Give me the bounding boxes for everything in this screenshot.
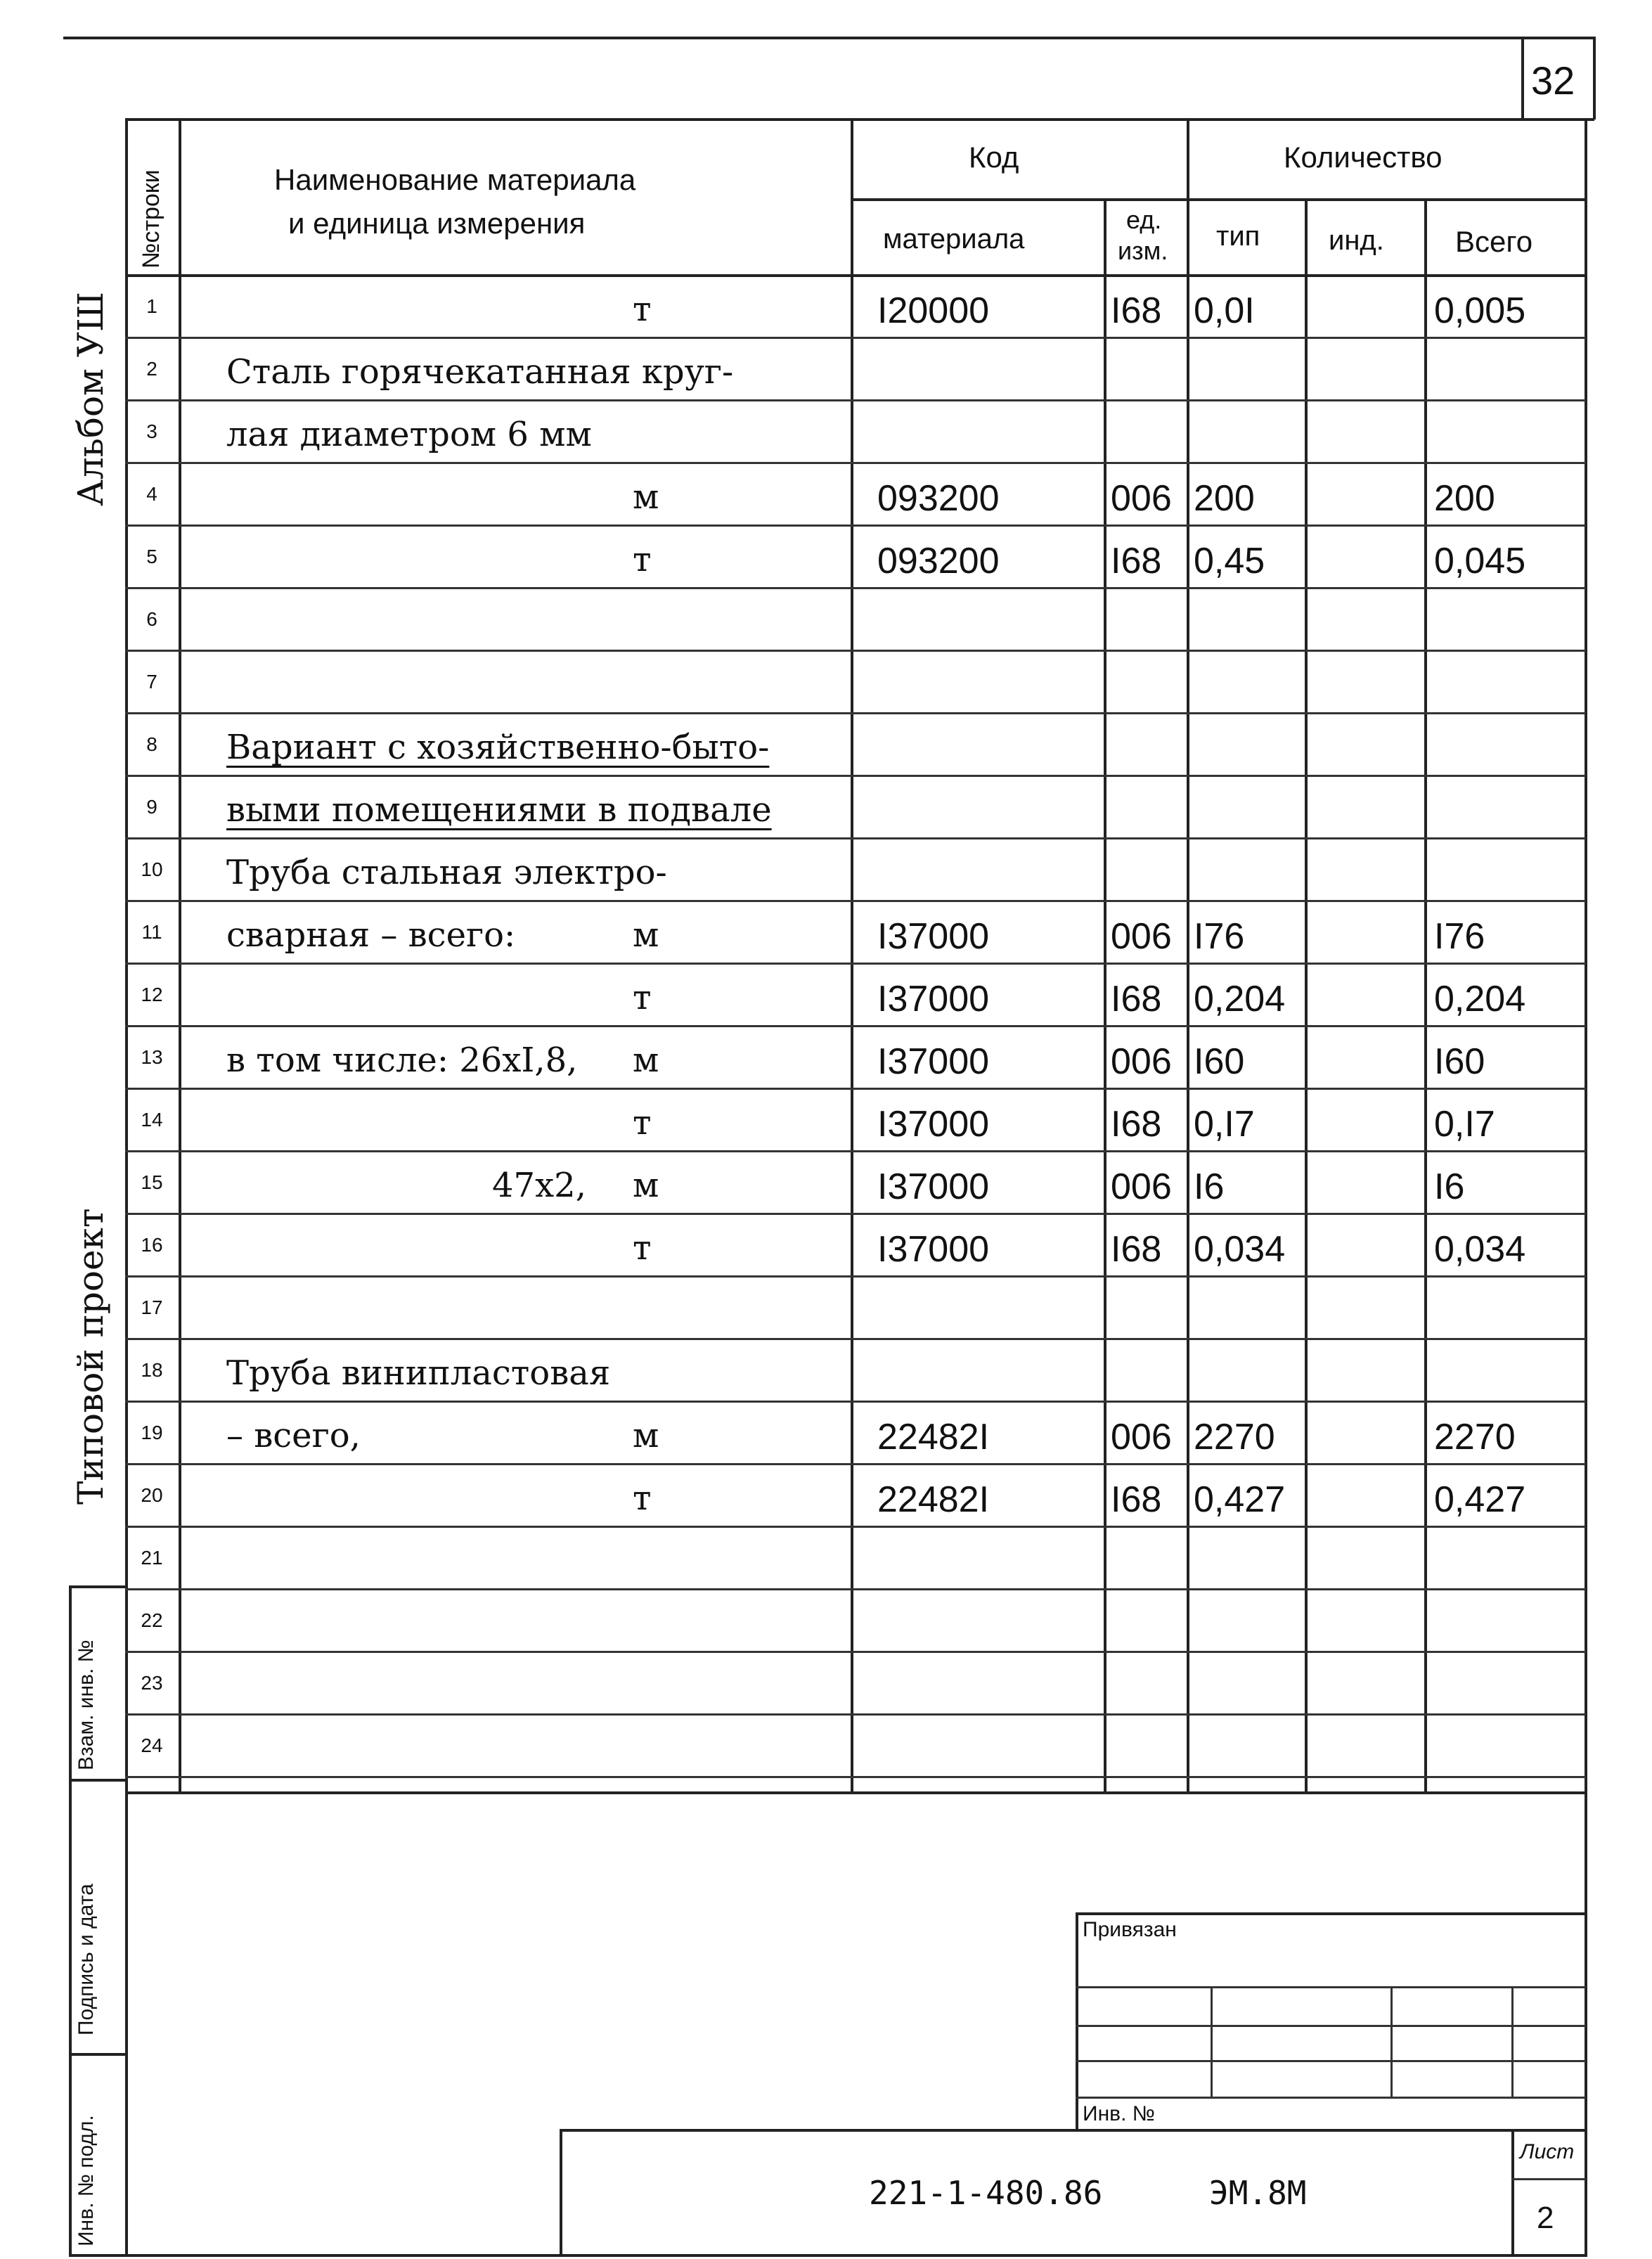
row-unit: I68 bbox=[1111, 541, 1162, 581]
row-number: 24 bbox=[141, 1735, 163, 1756]
col-divider-ind bbox=[1424, 198, 1427, 1791]
header-row-number: №строки bbox=[138, 169, 164, 269]
row-divider bbox=[125, 963, 1586, 965]
row-code: I37000 bbox=[877, 1229, 990, 1270]
row-code: I37000 bbox=[877, 916, 990, 957]
title-block-sheet-line bbox=[1511, 2178, 1586, 2180]
row-name: 47х2, bbox=[492, 1166, 586, 1205]
row-total: 0,034 bbox=[1434, 1229, 1526, 1270]
row-total: 200 bbox=[1434, 478, 1495, 519]
table-top-border bbox=[125, 118, 1594, 121]
side-stamp-top bbox=[69, 1585, 127, 1588]
row-unit: 006 bbox=[1111, 1041, 1172, 1082]
col-divider-unit bbox=[1187, 118, 1189, 1791]
header-unit-line2: изм. bbox=[1118, 236, 1168, 265]
row-total: 0,427 bbox=[1434, 1479, 1526, 1520]
stamp-attached-label: Привязан bbox=[1083, 1918, 1177, 1941]
row-divider bbox=[125, 775, 1586, 777]
stamp-line4 bbox=[1076, 2097, 1586, 2099]
row-name: т bbox=[633, 1479, 652, 1518]
row-number: 7 bbox=[146, 671, 157, 693]
row-type: 0,45 bbox=[1194, 541, 1265, 581]
row-total: 0,204 bbox=[1434, 979, 1526, 1019]
row-divider bbox=[125, 1275, 1586, 1277]
sheet-label: Лист bbox=[1520, 2140, 1575, 2163]
row-divider bbox=[125, 587, 1586, 589]
row-number: 9 bbox=[146, 796, 157, 818]
row-type: 200 bbox=[1194, 478, 1255, 519]
header-bottom-border bbox=[125, 274, 1586, 277]
row-number: 21 bbox=[141, 1547, 163, 1569]
bottom-block-top bbox=[125, 1791, 1586, 1794]
row-total: I76 bbox=[1434, 916, 1485, 957]
row-divider bbox=[125, 337, 1586, 339]
row-name: Труба стальная электро- bbox=[226, 853, 667, 892]
row-divider bbox=[125, 1588, 1586, 1590]
inv-replace-label: Взам. инв. № bbox=[75, 1640, 98, 1770]
row-number: 12 bbox=[141, 984, 163, 1005]
album-label: Альбом УШ bbox=[70, 291, 111, 506]
row-code: I37000 bbox=[877, 1104, 990, 1145]
row-code: 093200 bbox=[877, 478, 1000, 519]
row-type: I60 bbox=[1194, 1041, 1245, 1082]
header-total: Всего bbox=[1455, 225, 1533, 258]
stamp-line1 bbox=[1076, 1986, 1586, 1988]
row-name-unit: м bbox=[633, 915, 659, 955]
row-type: 0,204 bbox=[1194, 979, 1286, 1019]
row-total: 0,005 bbox=[1434, 290, 1526, 331]
row-total: 2270 bbox=[1434, 1417, 1516, 1457]
col-divider-name bbox=[851, 118, 853, 1791]
row-number: 5 bbox=[146, 546, 157, 567]
row-divider bbox=[125, 1651, 1586, 1653]
row-name: т bbox=[633, 290, 652, 329]
row-unit: 006 bbox=[1111, 916, 1172, 957]
row-number: 13 bbox=[141, 1046, 163, 1068]
header-subdivider bbox=[851, 198, 1586, 201]
row-divider bbox=[125, 650, 1586, 652]
row-name: выми помещениями в подвале bbox=[226, 790, 772, 830]
row-name-unit: м bbox=[633, 1416, 659, 1455]
row-name: в том числе: 26хI,8, bbox=[226, 1041, 578, 1080]
header-ind: инд. bbox=[1329, 225, 1384, 256]
row-divider bbox=[125, 1526, 1586, 1528]
page-number-box-left bbox=[1521, 37, 1524, 120]
row-number: 19 bbox=[141, 1422, 163, 1443]
col-divider-rownum bbox=[179, 118, 181, 1791]
row-divider bbox=[125, 900, 1586, 902]
document-code: 221-1-480.86 bbox=[869, 2174, 1103, 2212]
row-total: I60 bbox=[1434, 1041, 1485, 1082]
title-block-sheet-divider bbox=[1511, 2129, 1514, 2257]
row-name: т bbox=[633, 978, 652, 1017]
row-code: 093200 bbox=[877, 541, 1000, 581]
document-mark: ЭМ.8М bbox=[1209, 2174, 1307, 2212]
top-rule bbox=[63, 37, 1596, 39]
col-divider-type bbox=[1305, 198, 1308, 1791]
row-divider bbox=[125, 1401, 1586, 1403]
side-stamp-div1 bbox=[69, 1779, 127, 1782]
row-divider bbox=[125, 1150, 1586, 1152]
row-name: Труба винипластовая bbox=[226, 1353, 611, 1393]
row-type: 0,0I bbox=[1194, 290, 1255, 331]
col-divider-code bbox=[1104, 198, 1106, 1791]
row-code: I20000 bbox=[877, 290, 990, 331]
row-number: 14 bbox=[141, 1109, 163, 1131]
header-type: тип bbox=[1216, 221, 1260, 252]
row-divider bbox=[125, 1713, 1586, 1716]
table-right-border bbox=[1585, 118, 1587, 2257]
stamp-col1 bbox=[1211, 1986, 1213, 2097]
stamp-attached-top bbox=[1076, 1912, 1586, 1915]
stamp-col2 bbox=[1390, 1986, 1393, 2097]
row-divider bbox=[125, 1025, 1586, 1027]
row-divider bbox=[125, 462, 1586, 464]
row-unit: I68 bbox=[1111, 1229, 1162, 1270]
row-type: 0,I7 bbox=[1194, 1104, 1255, 1145]
row-type: 0,034 bbox=[1194, 1229, 1286, 1270]
header-name-line2: и единица измерения bbox=[288, 207, 586, 240]
row-type: 0,427 bbox=[1194, 1479, 1286, 1520]
title-block-top bbox=[560, 2129, 1586, 2132]
stamp-line2 bbox=[1076, 2025, 1586, 2027]
row-divider bbox=[125, 712, 1586, 714]
row-divider bbox=[125, 837, 1586, 839]
row-divider bbox=[125, 1213, 1586, 1215]
row-number: 6 bbox=[146, 608, 157, 630]
row-number: 22 bbox=[141, 1609, 163, 1631]
row-name: лая диаметром 6 мм bbox=[226, 415, 592, 454]
row-unit: 006 bbox=[1111, 1166, 1172, 1207]
row-code: I37000 bbox=[877, 979, 990, 1019]
row-name: т bbox=[633, 1103, 652, 1143]
row-type: 2270 bbox=[1194, 1417, 1275, 1457]
row-number: 17 bbox=[141, 1296, 163, 1318]
header-name-line1: Наименование материала bbox=[274, 163, 636, 196]
stamp-line3 bbox=[1076, 2060, 1586, 2062]
row-name: Вариант с хозяйственно-быто- bbox=[226, 728, 770, 767]
row-name: сварная – всего: bbox=[226, 915, 516, 955]
row-code: I37000 bbox=[877, 1166, 990, 1207]
page-number: 32 bbox=[1531, 58, 1575, 103]
header-code: Код bbox=[969, 141, 1019, 174]
row-number: 3 bbox=[146, 420, 157, 442]
row-unit: I68 bbox=[1111, 290, 1162, 331]
header-material: материала bbox=[883, 224, 1025, 255]
side-stamp-div2 bbox=[69, 2053, 127, 2056]
title-block-bottom bbox=[125, 2254, 1586, 2257]
row-name: – всего, bbox=[226, 1416, 361, 1455]
row-name: т bbox=[633, 540, 652, 579]
row-number: 1 bbox=[146, 295, 157, 317]
side-stamp-left bbox=[69, 1585, 72, 2257]
stamp-col3 bbox=[1511, 1986, 1514, 2097]
row-code: 22482I bbox=[877, 1479, 990, 1520]
row-total: 0,I7 bbox=[1434, 1104, 1495, 1145]
row-unit: 006 bbox=[1111, 1417, 1172, 1457]
row-name-unit: м bbox=[633, 1041, 659, 1080]
row-number: 2 bbox=[146, 358, 157, 380]
row-name: т bbox=[633, 1228, 652, 1268]
row-total: 0,045 bbox=[1434, 541, 1526, 581]
row-name: м bbox=[633, 477, 659, 517]
row-unit: 006 bbox=[1111, 478, 1172, 519]
row-type: I6 bbox=[1194, 1166, 1225, 1207]
row-code: I37000 bbox=[877, 1041, 990, 1082]
row-divider bbox=[125, 1338, 1586, 1340]
table-left-border bbox=[125, 118, 128, 2257]
row-number: 23 bbox=[141, 1672, 163, 1694]
row-unit: I68 bbox=[1111, 1479, 1162, 1520]
row-number: 4 bbox=[146, 483, 157, 505]
sheet-number: 2 bbox=[1537, 2201, 1554, 2235]
row-divider bbox=[125, 399, 1586, 401]
row-number: 20 bbox=[141, 1484, 163, 1506]
row-total: I6 bbox=[1434, 1166, 1465, 1207]
stamp-inv-label: Инв. № bbox=[1083, 2102, 1155, 2125]
row-divider bbox=[125, 1088, 1586, 1090]
row-number: 10 bbox=[141, 858, 163, 880]
row-name: Сталь горячекатанная круг- bbox=[226, 352, 734, 392]
row-type: I76 bbox=[1194, 916, 1245, 957]
row-number: 8 bbox=[146, 733, 157, 755]
page-number-box-right bbox=[1593, 37, 1596, 120]
row-divider bbox=[125, 1463, 1586, 1465]
row-number: 18 bbox=[141, 1359, 163, 1381]
row-number: 11 bbox=[141, 921, 162, 943]
row-number: 15 bbox=[141, 1171, 163, 1193]
row-unit: I68 bbox=[1111, 979, 1162, 1019]
row-divider bbox=[125, 1776, 1586, 1778]
row-name-unit: м bbox=[633, 1166, 659, 1205]
header-quantity: Количество bbox=[1284, 141, 1443, 174]
row-unit: I68 bbox=[1111, 1104, 1162, 1145]
header-unit-line1: ед. bbox=[1126, 205, 1162, 234]
row-divider bbox=[125, 524, 1586, 527]
title-block-left bbox=[560, 2129, 562, 2257]
inv-orig-label: Инв. № подл. bbox=[75, 2115, 98, 2246]
project-label: Типовой проект bbox=[70, 1208, 111, 1505]
signature-date-label: Подпись и дата bbox=[75, 1884, 98, 2035]
row-number: 16 bbox=[141, 1234, 163, 1256]
row-code: 22482I bbox=[877, 1417, 990, 1457]
